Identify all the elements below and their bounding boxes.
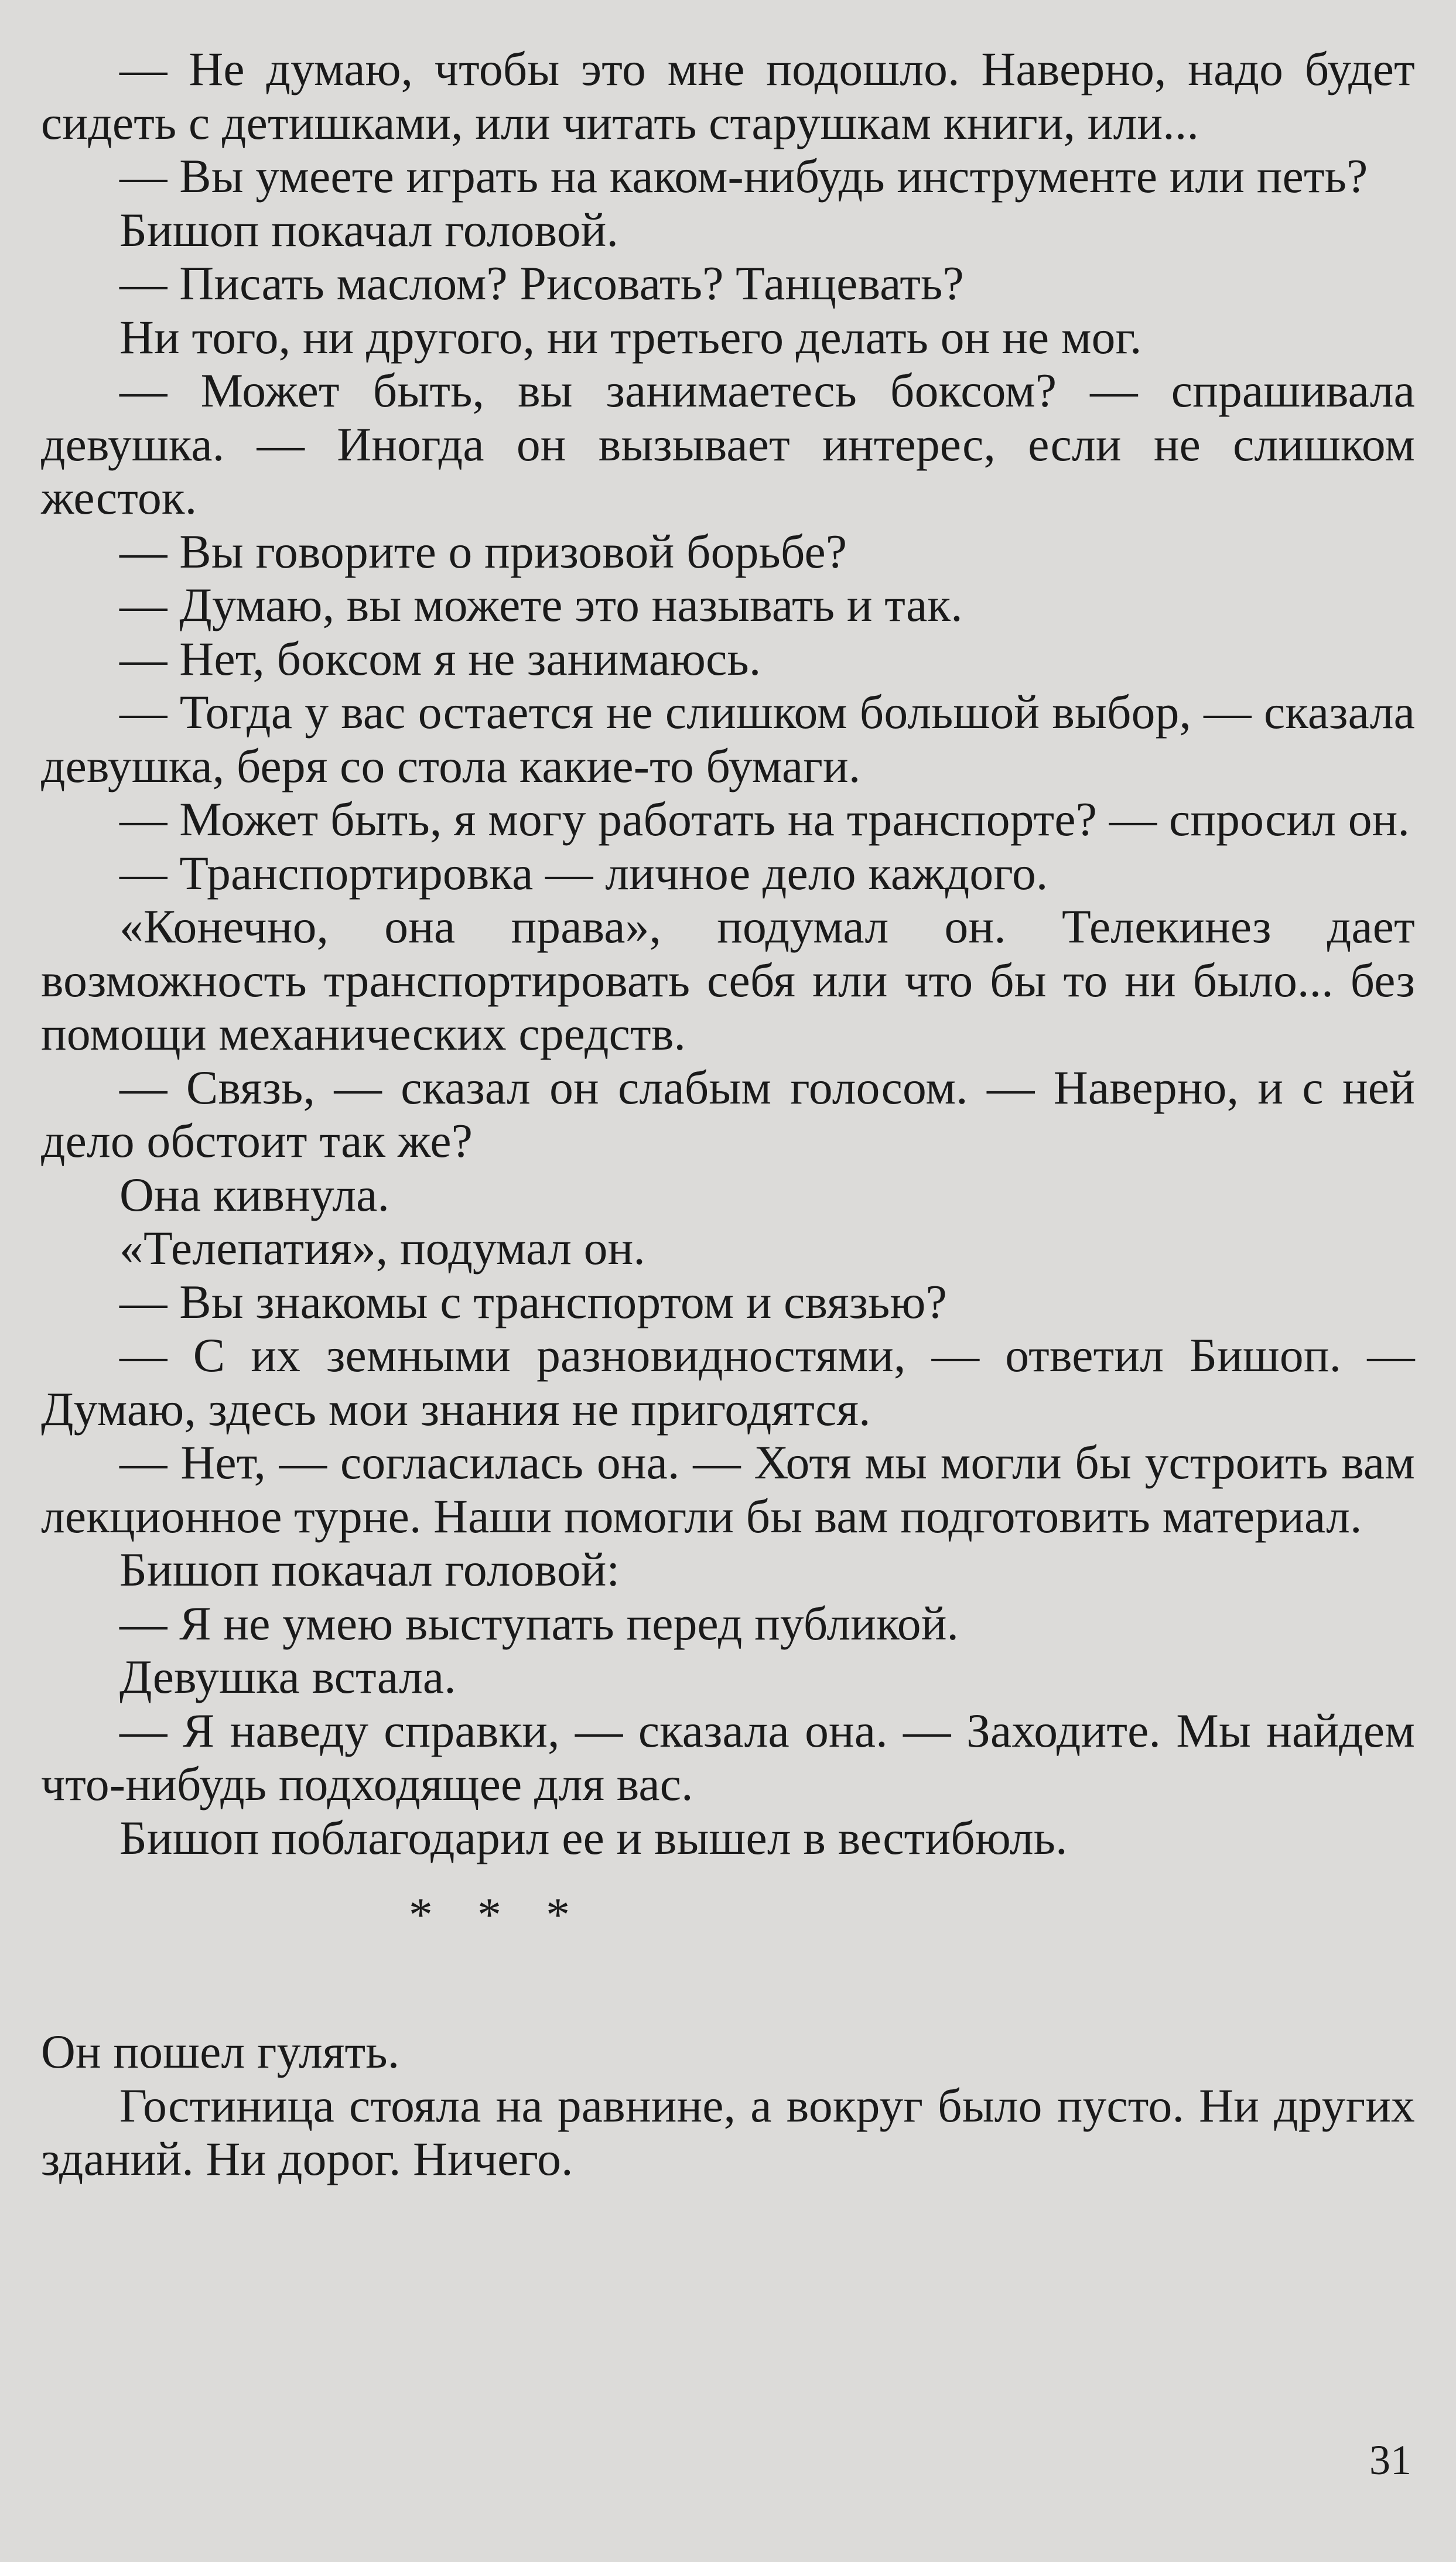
paragraph: — Транспортировка — личное дело каждого. <box>119 846 1048 900</box>
paragraph: Бишоп покачал головой. <box>119 203 619 257</box>
paragraph: — Вы говорите о призовой борьбе? <box>119 524 847 578</box>
paragraph: «Конечно, она права», подумал он. Телекинез дает возможность транспортировать себя или что бы то ни было... без помощи механических средств. <box>41 900 1415 1060</box>
paragraph: — Я наведу справки, — сказала она. — Заходите. Мы найдем что-нибудь подходящее для вас. <box>41 1703 1415 1811</box>
paragraph: — Нет, — согласилась она. — Хотя мы могли бы устроить вам лекционное турне. Наши помогли бы вам подготовить материал. <box>41 1436 1415 1543</box>
paragraph: Девушка встала. <box>119 1650 456 1703</box>
asterisk-separator: * * * <box>409 1888 586 1941</box>
book-page <box>41 42 1415 2186</box>
paragraph: — Может быть, я могу работать на транспорте? — спросил он. <box>119 792 1410 846</box>
paragraph: — С их земными разновидностями, — ответил Бишоп. — Думаю, здесь мои знания не пригодятся. <box>41 1328 1415 1436</box>
paragraph: — Думаю, вы можете это называть и так. <box>119 578 963 631</box>
text-block-bottom <box>41 2025 1415 2186</box>
paragraph: Гостиница стояла на равнине, а вокруг было пусто. Ни других зданий. Ни дорог. Ничего. <box>41 2078 1415 2185</box>
paragraph: — Связь, — сказал он слабым голосом. — Наверно, и с ней дело обстоит так же? <box>41 1060 1415 1167</box>
paragraph: Бишоп поблагодарил ее и вышел в вестибюль. <box>119 1811 1068 1864</box>
paragraph: Она кивнула. <box>119 1167 390 1221</box>
paragraph: Ни того, ни другого, ни третьего делать он не мог. <box>119 310 1142 364</box>
paragraph: «Телепатия», подумал он. <box>119 1221 645 1275</box>
paragraph: — Вы знакомы с транспортом и связью? <box>119 1275 947 1328</box>
paragraph: — Я не умею выступать перед публикой. <box>119 1596 959 1650</box>
section-separator <box>41 1864 1415 2025</box>
paragraph: Бишоп покачал головой: <box>119 1543 620 1596</box>
paragraph: — Нет, боксом я не занимаюсь. <box>119 631 761 685</box>
paragraph: — Может быть, вы занимаетесь боксом? — спрашивала девушка. — Иногда он вызывает интерес, если не слишком жесток. <box>41 364 1415 524</box>
page-number: 31 <box>1369 2437 1411 2484</box>
paragraph: — Вы умеете играть на каком-нибудь инструменте или петь? <box>119 149 1368 203</box>
text-block-top <box>41 42 1415 1864</box>
paragraph: — Не думаю, чтобы это мне подошло. Наверно, надо будет сидеть с детишками, или читать старушкам книги, или... <box>41 42 1415 149</box>
paragraph: Он пошел гулять. <box>41 2025 400 2078</box>
paragraph: — Тогда у вас остается не слишком большой выбор, — сказала девушка, беря со стола какие-то бумаги. <box>41 685 1415 792</box>
paragraph: — Писать маслом? Рисовать? Танцевать? <box>119 257 964 310</box>
